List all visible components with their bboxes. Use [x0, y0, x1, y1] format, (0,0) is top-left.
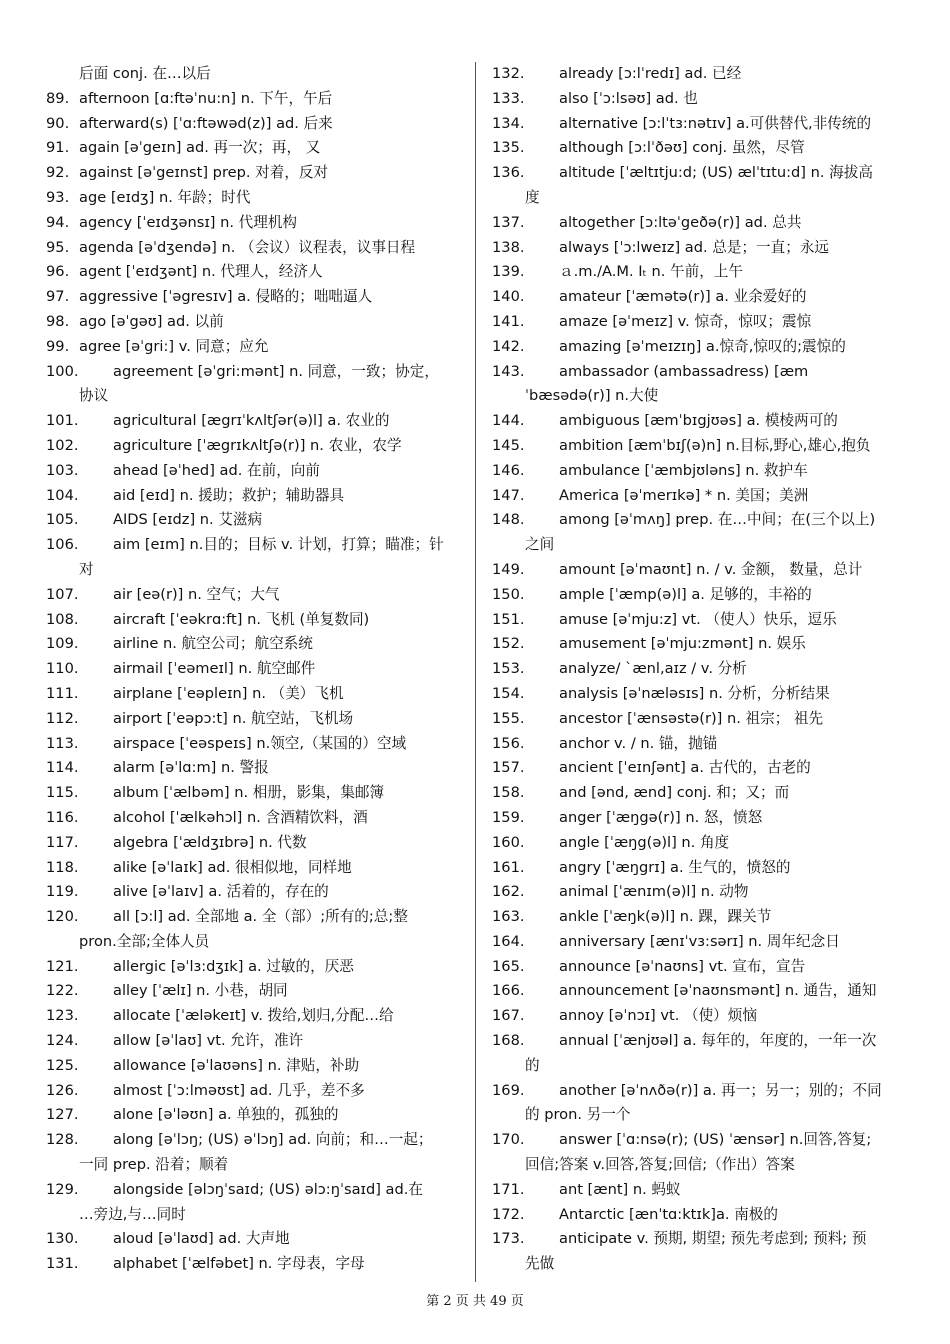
vocab-entry	[492, 459, 910, 484]
entry-text: air [eə(r)] n. 空气；大气	[113, 585, 280, 603]
entry-text: ago [əˈgəʊ] ad. 以前	[79, 312, 224, 330]
vocab-entry	[46, 1004, 464, 1029]
entry-number: 138.	[492, 238, 525, 256]
entry-number: 95.	[46, 238, 70, 256]
entry-number: 158.	[492, 784, 525, 802]
vocab-entry	[492, 732, 910, 757]
entry-text: airline n. 航空公司；航空系统	[113, 635, 313, 653]
entry-text: along [əˈlɔŋ; (US) əˈlɔŋ] ad. 向前；和…一起；	[113, 1131, 433, 1149]
vocab-entry	[492, 930, 910, 955]
column-divider	[475, 62, 476, 1282]
vocab-entry	[492, 756, 910, 781]
entry-number: 166.	[492, 982, 525, 1000]
entry-number: 140.	[492, 288, 525, 306]
vocab-entry	[492, 434, 910, 459]
entry-text: although [ɔ:lˈðəʊ] conj. 虽然，尽管	[559, 139, 805, 157]
vocab-entry	[46, 1054, 464, 1079]
entry-number: 165.	[492, 957, 525, 975]
vocab-entry	[492, 136, 910, 161]
entry-text: agriculture [ˈægrɪkʌltʃə(r)] n. 农业，农学	[113, 436, 402, 454]
left-column	[46, 62, 464, 1277]
entry-continuation: pron.全部;全体人员	[79, 932, 210, 950]
vocab-entry	[492, 211, 910, 236]
entry-number: 167.	[492, 1007, 525, 1025]
entry-text: aid [eɪd] n. 援助；救护；辅助器具	[113, 486, 345, 504]
vocab-entry	[46, 880, 464, 905]
entry-text: agree [əˈgri:] v. 同意；应允	[79, 337, 269, 355]
continuation-line: 后面 conj. 在…以后	[79, 65, 211, 82]
entry-number: 97.	[46, 288, 70, 306]
entry-number: 93.	[46, 188, 70, 206]
entry-number: 162.	[492, 883, 525, 901]
entry-text: agenda [əˈdʒendə] n. （会议）议程表，议事日程	[79, 238, 416, 256]
vocab-entry	[46, 1029, 464, 1054]
entry-text: age [eɪdʒ] n. 年龄；时代	[79, 188, 251, 206]
entry-number: 171.	[492, 1180, 525, 1198]
vocab-entry	[46, 657, 464, 682]
vocab-entry	[492, 707, 910, 732]
entry-continuation: 回信;答案 v.回答,答复;回信;（作出）答案	[525, 1156, 795, 1174]
entry-text: ambiguous [æmˈbɪgjʊəs] a. 模棱两可的	[559, 412, 838, 430]
entry-number: 112.	[46, 709, 79, 727]
entry-text: agricultural [ægrɪˈkʌltʃər(ə)l] a. 农业的	[113, 412, 390, 430]
vocab-entry	[46, 1227, 464, 1252]
vocab-entry	[46, 236, 464, 261]
vocab-entry	[492, 955, 910, 980]
entry-text: angle [ˈæŋg(ə)l] n. 角度	[559, 833, 730, 851]
entry-text: almost [ˈɔ:lməʊst] ad. 几乎，差不多	[113, 1081, 365, 1099]
entry-number: 145.	[492, 436, 525, 454]
entry-text: allocate [ˈæləkeɪt] v. 拨给,划归,分配…给	[113, 1007, 394, 1025]
entry-number: 101.	[46, 412, 79, 430]
vocab-entry	[46, 608, 464, 633]
entry-text: alone [əˈləʊn] a. 单独的，孤独的	[113, 1106, 339, 1124]
entry-text: aircraft [ˈeəkrɑ:ft] n. 飞机 (单复数同)	[113, 610, 370, 628]
entry-number: 144.	[492, 412, 525, 430]
vocab-entry	[492, 335, 910, 360]
entry-text: Antarctic [ænˈtɑ:ktɪk]a. 南极的	[559, 1205, 778, 1223]
entry-number: 113.	[46, 734, 79, 752]
entry-number: 157.	[492, 759, 525, 777]
vocab-entry	[46, 583, 464, 608]
entry-number: 151.	[492, 610, 525, 628]
entry-number: 102.	[46, 436, 79, 454]
entry-text: amazing [əˈmeɪzɪŋ] a.惊奇,惊叹的;震惊的	[559, 337, 846, 355]
entry-number: 153.	[492, 660, 525, 678]
entry-text: aloud [əˈlaʊd] ad. 大声地	[113, 1230, 290, 1248]
entry-text: aggressive [ˈəgresɪv] a. 侵略的；咄咄逼人	[79, 288, 373, 306]
entry-number: 146.	[492, 461, 525, 479]
entry-number: 152.	[492, 635, 525, 653]
entry-number: 142.	[492, 337, 525, 355]
vocab-entry	[46, 1128, 464, 1153]
entry-text: analyze/ `ænl,aɪz / v. 分析	[559, 660, 747, 678]
page-footer: 第 2 页 共 49 页	[426, 1294, 524, 1309]
entry-continuation: 对	[79, 560, 94, 578]
entry-number: 169.	[492, 1081, 525, 1099]
vocab-entry	[492, 1029, 910, 1054]
vocab-entry	[46, 682, 464, 707]
vocab-entry	[492, 1004, 910, 1029]
entry-text: anticipate v. 预期, 期望; 预先考虑到; 预料; 预	[559, 1230, 867, 1248]
entry-continuation: 的 pron. 另一个	[525, 1106, 631, 1124]
entry-number: 137.	[492, 213, 525, 231]
entry-number: 124.	[46, 1032, 79, 1050]
entry-number: 129.	[46, 1180, 79, 1198]
entry-text: alike [əˈlaɪk] ad. 很相似地，同样地	[113, 858, 352, 876]
entry-text: amuse [əˈmju:z] vt. （使人）快乐，逗乐	[559, 610, 837, 628]
vocab-entry	[46, 211, 464, 236]
entry-number: 143.	[492, 362, 525, 380]
vocab-entry	[492, 285, 910, 310]
entry-number: 96.	[46, 263, 70, 281]
entry-number: 121.	[46, 957, 79, 975]
entry-text: ambulance [ˈæmbjʊləns] n. 救护车	[559, 461, 808, 479]
entry-text: alphabet [ˈælfəbet] n. 字母表，字母	[113, 1255, 365, 1273]
vocab-entry	[492, 260, 910, 285]
entry-number: 161.	[492, 858, 525, 876]
entry-text: again [əˈgeɪn] ad. 再一次；再， 又	[79, 139, 321, 157]
entry-text: airport [ˈeəpɔ:t] n. 航空站，飞机场	[113, 709, 354, 727]
vocab-entry	[46, 136, 464, 161]
entry-number: 141.	[492, 312, 525, 330]
entry-continuation: 协议	[79, 387, 109, 405]
vocab-entry	[492, 905, 910, 930]
entry-number: 128.	[46, 1131, 79, 1149]
entry-number: 147.	[492, 486, 525, 504]
entry-text: airspace [ˈeəspeɪs] n.领空,（某国的）空域	[113, 734, 407, 752]
vocab-entry	[492, 62, 910, 87]
vocab-entry	[46, 285, 464, 310]
vocab-entry	[492, 112, 910, 137]
entry-number: 108.	[46, 610, 79, 628]
right-column	[492, 62, 910, 1277]
vocab-entry	[492, 806, 910, 831]
entry-number: 135.	[492, 139, 525, 157]
vocab-entry	[492, 1128, 910, 1153]
entry-number: 98.	[46, 312, 70, 330]
entry-continuation: ˈbæsədə(r)] n.大使	[525, 387, 659, 405]
entry-text: ample [ˈæmp(ə)l] a. 足够的，丰裕的	[559, 585, 812, 603]
entry-text: answer [ˈɑ:nsə(r); (US) ˈænsər] n.回答,答复;	[559, 1131, 872, 1149]
entry-number: 172.	[492, 1205, 525, 1223]
entry-text: alternative [ɔ:lˈtɜ:nətɪv] a.可供替代,非传统的	[559, 114, 872, 132]
vocab-entry	[46, 310, 464, 335]
entry-text: announce [əˈnaʊns] vt. 宣布，宣告	[559, 957, 806, 975]
entry-text: ancestor [ˈænsəstə(r)] n. 祖宗； 祖先	[559, 709, 824, 727]
entry-number: 106.	[46, 536, 79, 554]
entry-text: among [əˈmʌŋ] prep. 在…中间；在(三个以上)	[559, 511, 876, 529]
entry-text: amateur [ˈæmətə(r)] a. 业余爱好的	[559, 288, 807, 306]
entry-number: 116.	[46, 808, 79, 826]
entry-text: against [əˈgeɪnst] prep. 对着，反对	[79, 164, 329, 182]
entry-number: 131.	[46, 1255, 79, 1273]
vocab-entry	[46, 856, 464, 881]
entry-number: 130.	[46, 1230, 79, 1248]
entry-text: aim [eɪm] n.目的；目标 v. 计划，打算；瞄准；针	[113, 536, 444, 554]
entry-number: 125.	[46, 1056, 79, 1074]
vocab-entry	[46, 434, 464, 459]
vocab-entry	[46, 508, 464, 533]
entry-text: alarm [əˈlɑ:m] n. 警报	[113, 759, 269, 777]
entry-text: ambassador (ambassadress) [æm	[559, 362, 809, 380]
entry-text: alive [əˈlaɪv] a. 活着的，存在的	[113, 883, 329, 901]
entry-text: anchor v. / n. 锚，抛锚	[559, 734, 718, 752]
vocab-entry	[46, 161, 464, 186]
entry-number: 164.	[492, 932, 525, 950]
entry-text: anniversary [ænɪˈvɜ:sərɪ] n. 周年纪念日	[559, 932, 840, 950]
entry-number: 148.	[492, 511, 525, 529]
vocab-entry	[46, 756, 464, 781]
entry-continuation: 之间	[525, 536, 555, 554]
vocab-entry	[492, 236, 910, 261]
vocab-entry	[492, 856, 910, 881]
entry-text: agent [ˈeɪdʒənt] n. 代理人，经济人	[79, 263, 323, 281]
vocab-entry	[492, 1178, 910, 1203]
vocab-entry	[492, 831, 910, 856]
entry-number: 154.	[492, 684, 525, 702]
entry-number: 118.	[46, 858, 79, 876]
entry-text: afterward(s) [ˈɑ:ftəwəd(z)] ad. 后来	[79, 114, 333, 132]
vocab-entry	[492, 409, 910, 434]
entry-text: allergic [əˈlɜ:dʒɪk] a. 过敏的，厌恶	[113, 957, 354, 975]
vocab-entry	[46, 112, 464, 137]
entry-number: 117.	[46, 833, 79, 851]
entry-number: 155.	[492, 709, 525, 727]
entry-number: 133.	[492, 89, 525, 107]
entry-text: AIDS [eɪdz] n. 艾滋病	[113, 511, 263, 529]
vocab-entry	[46, 732, 464, 757]
entry-text: analysis [əˈnæləsɪs] n. 分析，分析结果	[559, 684, 830, 702]
entry-text: alley [ˈælɪ] n. 小巷，胡同	[113, 982, 288, 1000]
entry-text: ａ.m./A.M. Iₜ n. 午前，上午	[559, 263, 743, 281]
entry-number: 126.	[46, 1081, 79, 1099]
entry-number: 90.	[46, 114, 70, 132]
entry-text: album [ˈælbəm] n. 相册，影集，集邮簿	[113, 784, 385, 802]
entry-continuation: …旁边,与…同时	[79, 1205, 186, 1223]
vocab-entry	[492, 608, 910, 633]
entry-text: ahead [əˈhed] ad. 在前，向前	[113, 461, 320, 479]
entry-text: ant [ænt] n. 蚂蚁	[559, 1180, 681, 1198]
entry-number: 134.	[492, 114, 525, 132]
vocab-entry	[46, 979, 464, 1004]
entry-number: 156.	[492, 734, 525, 752]
entry-text: also [ˈɔ:lsəʊ] ad. 也	[559, 89, 698, 107]
entry-number: 163.	[492, 908, 525, 926]
entry-text: announcement [əˈnaʊnsmənt] n. 通告，通知	[559, 982, 877, 1000]
entry-text: allow [əˈlaʊ] vt. 允许，准许	[113, 1032, 304, 1050]
entry-text: altogether [ɔ:ltəˈgeðə(r)] ad. 总共	[559, 213, 802, 231]
entry-continuation: 度	[525, 188, 540, 206]
entry-text: amount [əˈmaʊnt] n. / v. 金额， 数量，总计	[559, 560, 863, 578]
vocab-entry	[492, 508, 910, 533]
entry-text: always [ˈɔ:lweɪz] ad. 总是；一直；永远	[559, 238, 830, 256]
entry-number: 127.	[46, 1106, 79, 1124]
vocab-entry	[492, 87, 910, 112]
entry-number: 103.	[46, 461, 79, 479]
entry-text: already [ɔ:lˈredɪ] ad. 已经	[559, 65, 742, 82]
entry-continuation: 一同 prep. 沿着；顺着	[79, 1156, 229, 1174]
entry-number: 119.	[46, 883, 79, 901]
entry-number: 109.	[46, 635, 79, 653]
vocab-entry	[46, 905, 464, 930]
entry-number: 123.	[46, 1007, 79, 1025]
vocab-entry	[46, 335, 464, 360]
entry-text: anger [ˈæŋgə(r)] n. 怒，愤怒	[559, 808, 763, 826]
vocab-entry	[492, 979, 910, 1004]
entry-text: ankle [ˈæŋk(ə)l] n. 踝，踝关节	[559, 908, 772, 926]
entry-text: all [ɔ:l] ad. 全部地 a. 全（部）;所有的;总;整	[113, 908, 408, 926]
entry-text: agency [ˈeɪdʒənsɪ] n. 代理机构	[79, 213, 298, 231]
vocab-entry	[46, 831, 464, 856]
entry-number: 120.	[46, 908, 79, 926]
vocab-entry	[46, 955, 464, 980]
vocab-entry	[46, 1252, 464, 1277]
entry-text: amusement [əˈmju:zmənt] n. 娱乐	[559, 635, 806, 653]
entry-text: airplane [ˈeəpleɪn] n. （美）飞机	[113, 684, 344, 702]
vocab-entry	[492, 558, 910, 583]
vocab-entry	[492, 1227, 910, 1252]
entry-text: airmail [ˈeəmeɪl] n. 航空邮件	[113, 660, 316, 678]
vocab-entry	[492, 360, 910, 385]
entry-continuation: 的	[525, 1056, 540, 1074]
vocab-entry	[46, 409, 464, 434]
entry-number: 139.	[492, 263, 525, 281]
vocab-entry	[492, 310, 910, 335]
vocab-entry	[492, 161, 910, 186]
entry-text: alongside [əlɔŋˈsaɪd; (US) əlɔ:ŋˈsaɪd] ad.在	[113, 1180, 423, 1198]
entry-text: ambition [æmˈbɪʃ(ə)n] n.目标,野心,雄心,抱负	[559, 436, 871, 454]
entry-number: 115.	[46, 784, 79, 802]
vocab-entry	[46, 1178, 464, 1203]
vocab-entry	[492, 583, 910, 608]
entry-number: 170.	[492, 1131, 525, 1149]
vocab-entry	[492, 1203, 910, 1228]
vocab-entry	[46, 484, 464, 509]
entry-text: annual [ˈænjʊəl] a. 每年的，年度的，一年一次	[559, 1032, 877, 1050]
entry-text: another [əˈnʌðə(r)] a. 再一；另一；别的；不同	[559, 1081, 882, 1099]
vocab-entry	[492, 632, 910, 657]
vocab-entry	[46, 533, 464, 558]
vocab-entry	[492, 682, 910, 707]
entry-text: algebra [ˈældʒɪbrə] n. 代数	[113, 833, 307, 851]
entry-text: annoy [əˈnɔɪ] vt. （使）烦恼	[559, 1007, 757, 1025]
entry-number: 168.	[492, 1032, 525, 1050]
entry-number: 159.	[492, 808, 525, 826]
entry-number: 122.	[46, 982, 79, 1000]
entry-number: 150.	[492, 585, 525, 603]
entry-text: ancient [ˈeɪnʃənt] a. 古代的，古老的	[559, 759, 811, 777]
entry-continuation: 先做	[525, 1255, 555, 1273]
entry-number: 114.	[46, 759, 79, 777]
entry-text: and [ənd, ænd] conj. 和；又；而	[559, 784, 790, 802]
vocab-entry	[46, 360, 464, 385]
entry-number: 104.	[46, 486, 79, 504]
vocab-entry	[492, 880, 910, 905]
vocab-entry	[46, 1079, 464, 1104]
vocab-entry	[46, 459, 464, 484]
entry-number: 110.	[46, 660, 79, 678]
vocab-entry	[492, 1079, 910, 1104]
entry-text: allowance [əˈlaʊəns] n. 津贴，补助	[113, 1056, 360, 1074]
vocab-entry	[46, 781, 464, 806]
vocab-entry	[46, 87, 464, 112]
entry-number: 99.	[46, 337, 70, 355]
vocab-entry	[46, 707, 464, 732]
entry-text: angry [ˈæŋgrɪ] a. 生气的，愤怒的	[559, 858, 791, 876]
entry-number: 111.	[46, 684, 79, 702]
entry-number: 105.	[46, 511, 79, 529]
entry-text: animal [ˈænɪm(ə)l] n. 动物	[559, 883, 749, 901]
vocab-entry	[46, 632, 464, 657]
entry-number: 100.	[46, 362, 79, 380]
vocab-entry	[46, 260, 464, 285]
entry-text: agreement [əˈgri:mənt] n. 同意，一致；协定，	[113, 362, 439, 380]
entry-text: afternoon [ɑ:ftəˈnu:n] n. 下午，午后	[79, 89, 333, 107]
entry-text: altitude [ˈæltɪtju:d; (US) ælˈtɪtu:d] n. 海拔高	[559, 164, 873, 182]
entry-number: 107.	[46, 585, 79, 603]
entry-number: 92.	[46, 164, 70, 182]
entry-number: 160.	[492, 833, 525, 851]
vocab-entry	[46, 186, 464, 211]
entry-number: 173.	[492, 1230, 525, 1248]
entry-number: 89.	[46, 89, 70, 107]
entry-number: 149.	[492, 560, 525, 578]
entry-number: 94.	[46, 213, 70, 231]
vocab-entry	[46, 806, 464, 831]
entry-number: 91.	[46, 139, 70, 157]
vocab-entry	[492, 484, 910, 509]
entry-text: America [əˈmerɪkə] * n. 美国；美洲	[559, 486, 809, 504]
entry-number: 136.	[492, 164, 525, 182]
entry-number: 132.	[492, 65, 525, 82]
entry-text: alcohol [ˈælkəhɔl] n. 含酒精饮料，酒	[113, 808, 368, 826]
vocab-entry	[46, 1103, 464, 1128]
vocab-entry	[492, 781, 910, 806]
entry-text: amaze [əˈmeɪz] v. 惊奇，惊叹；震惊	[559, 312, 812, 330]
vocab-entry	[492, 657, 910, 682]
